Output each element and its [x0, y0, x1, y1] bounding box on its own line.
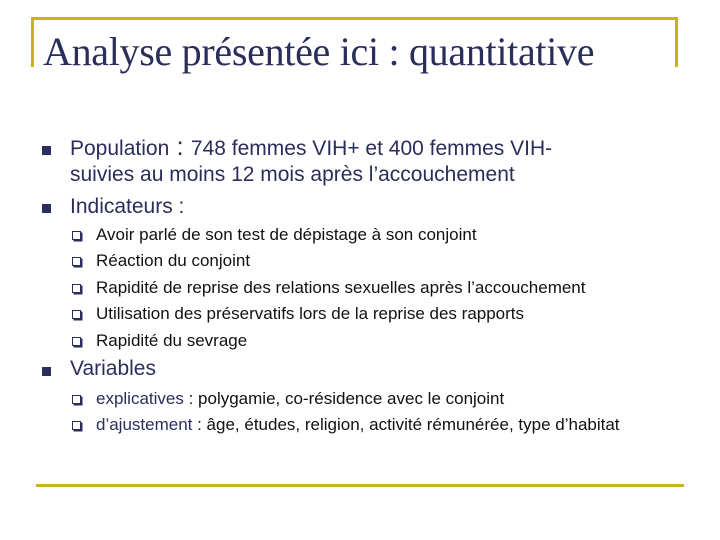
bullet-checkbox-icon	[72, 421, 81, 430]
bullet-checkbox-icon	[72, 284, 81, 293]
variable-ajustement-text: : âge, études, religion, activité rémunérée, type d’habitat	[192, 415, 620, 434]
slide-title: Analyse présentée ici : quantitative	[43, 29, 595, 74]
indicateur-item: Rapidité du sevrage	[96, 331, 248, 350]
bullet-checkbox-icon	[72, 231, 81, 240]
indicateur-item: Réaction du conjoint	[96, 251, 251, 270]
title-frame-right-rule	[675, 17, 678, 67]
indicateurs-label: Indicateurs :	[70, 195, 185, 218]
variable-ajustement-key: d’ajustement	[96, 415, 193, 434]
variable-ajustement	[96, 414, 656, 436]
bullet-square-icon	[42, 146, 51, 155]
population-text-line2: suivies au moins 12 mois après l’accouchement	[70, 163, 515, 186]
variable-explicatives	[96, 386, 504, 412]
indicateur-item: Utilisation des préservatifs lors de la reprise des rapports	[96, 304, 525, 323]
population-item	[70, 133, 680, 188]
bottom-rule	[36, 484, 684, 487]
bullet-square-icon	[42, 204, 51, 213]
bullet-square-icon	[42, 367, 51, 376]
population-label: Population	[70, 137, 170, 160]
bullet-checkbox-icon	[72, 310, 81, 319]
indicateur-item: Rapidité de reprise des relations sexuelles après l’accouchement	[96, 278, 586, 297]
variables-label: Variables	[70, 357, 156, 380]
population-text-line1: 748 femmes VIH+ et 400 femmes VIH-	[190, 137, 553, 160]
bullet-checkbox-icon	[72, 257, 81, 266]
population-colon: :	[169, 131, 191, 161]
indicateur-item: Avoir parlé de son test de dépistage à son conjoint	[96, 225, 477, 244]
variable-explicatives-key: explicatives	[96, 389, 184, 408]
title-frame-left-rule	[31, 17, 34, 67]
variable-explicatives-text: : polygamie, co-résidence avec le conjoint	[183, 389, 505, 408]
bullet-checkbox-icon	[72, 337, 81, 346]
bullet-checkbox-icon	[72, 395, 81, 404]
title-frame-top-rule	[31, 17, 678, 20]
